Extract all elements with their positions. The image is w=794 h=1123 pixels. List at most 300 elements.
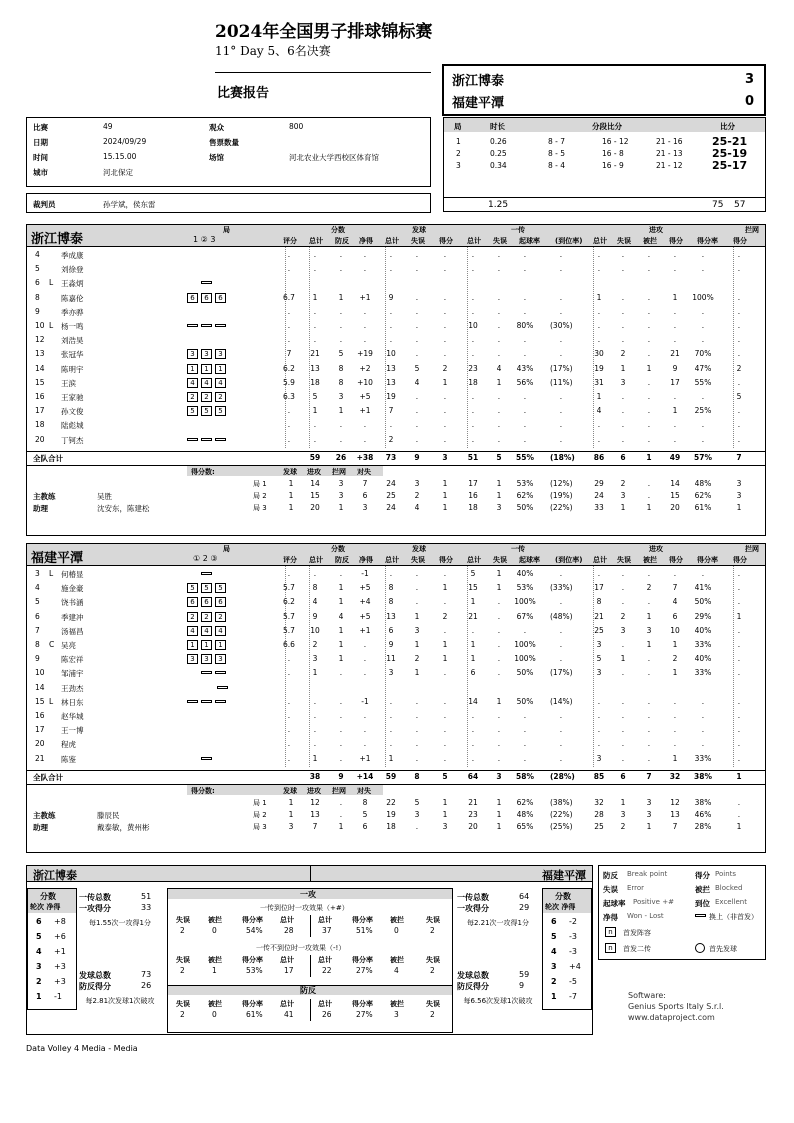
legend-bp: 防反 xyxy=(603,871,618,880)
stat-rt: 1 xyxy=(470,640,476,649)
stat-ab: 3 xyxy=(646,625,652,635)
by-set-se: . xyxy=(415,821,419,831)
serve-head: 发球 xyxy=(412,226,426,234)
stat-rt: 6 xyxy=(470,668,476,678)
referees-label: 裁判员 xyxy=(33,200,56,209)
stat-rx: . xyxy=(559,420,563,430)
stat-re: 1 xyxy=(496,583,502,593)
col-head-vote: 评分 xyxy=(283,556,297,564)
substitution-bar-icon xyxy=(187,438,198,441)
legend-blo-en: Blocked xyxy=(715,884,743,892)
substitution-bar-icon xyxy=(201,700,212,703)
stat-ab: . xyxy=(647,434,651,444)
stat-re: 1 xyxy=(496,569,502,578)
rotation-net: +3 xyxy=(54,962,66,971)
rotation-number: 5 xyxy=(551,932,557,941)
stat-re: . xyxy=(497,264,501,274)
rotation-net: -5 xyxy=(569,977,577,986)
stat-ap: 1 xyxy=(672,753,678,763)
stat-rx: . xyxy=(559,434,563,444)
rotation-number: 5 xyxy=(36,932,42,941)
col-head-s_err: 失误 xyxy=(411,556,425,564)
sideout-head: 失误 xyxy=(176,956,190,964)
by-set-block: 拦网 xyxy=(332,467,346,476)
stat-ae: . xyxy=(621,597,625,607)
stat-se: . xyxy=(415,264,419,274)
b-serve-label: 发球总数 xyxy=(457,971,489,980)
stat-bk: . xyxy=(737,753,741,763)
column-divider xyxy=(285,247,286,448)
by-set-rp: 50% xyxy=(516,502,534,512)
stat-pt: . xyxy=(313,696,317,706)
page-subtitle: 11° Day 5、6名决赛 xyxy=(215,44,331,58)
stat-vote: 6.3 xyxy=(283,392,295,401)
stat-pt: . xyxy=(313,335,317,345)
sideout-value: 26 xyxy=(322,1010,332,1019)
stat-at: 30 xyxy=(594,349,604,359)
by-set-rt: 20 xyxy=(468,821,478,831)
stat-wl: +10 xyxy=(357,377,373,387)
sideout-value: 41 xyxy=(284,1010,294,1019)
stat-ae: . xyxy=(621,739,625,749)
stat-bk: . xyxy=(737,654,741,664)
stat-rx: . xyxy=(559,250,563,259)
player-name: 程虎 xyxy=(61,740,76,750)
by-set-rt: 16 xyxy=(468,490,478,500)
starting-position-box: 6 xyxy=(215,597,226,607)
rot-b-sub: 轮次 净得 xyxy=(545,903,576,911)
substitution-bar-icon xyxy=(187,700,198,703)
sideout-value: 27% xyxy=(356,1010,373,1019)
sub-bar-icon xyxy=(695,914,706,917)
set-partial-3: 21 - 13 xyxy=(656,149,683,158)
stat-bp: 8 xyxy=(338,377,344,387)
rotation-number: 4 xyxy=(36,947,42,956)
stat-ae: 2 xyxy=(620,349,626,359)
rotation-number: 1 xyxy=(551,992,557,1001)
set-score: 25-17 xyxy=(712,159,748,172)
col-head-a_blo: 被拦 xyxy=(643,556,657,564)
by-set-st: 22 xyxy=(386,797,396,807)
rotation-net: +3 xyxy=(54,977,66,986)
spectators-label: 观众 xyxy=(209,123,224,132)
starting-position-box: 6 xyxy=(215,293,226,303)
starting-position-box: 2 xyxy=(187,612,198,622)
attack-head: 进攻 xyxy=(649,545,663,553)
stat-ap: . xyxy=(673,392,677,401)
col-head-vote: 评分 xyxy=(283,237,297,245)
b-att-value: 29 xyxy=(519,903,530,912)
stat-bk: . xyxy=(737,668,741,678)
rotation-number: 3 xyxy=(551,962,557,971)
b-att-label: 一攻得分 xyxy=(457,904,489,913)
stat-bp: . xyxy=(339,739,343,749)
stat-st: 11 xyxy=(386,654,396,664)
player-number: 18 xyxy=(35,420,45,430)
substitution-bar-icon xyxy=(201,572,212,575)
stat-ap: . xyxy=(673,335,677,345)
stat-rx: . xyxy=(559,711,563,720)
legend-sub: 换上（非首发） xyxy=(709,913,758,921)
stat-st: . xyxy=(389,264,393,274)
stat-bk: . xyxy=(737,292,741,302)
stat-ab: 1 xyxy=(646,611,652,621)
set-col-head: 局 xyxy=(223,226,230,234)
stat-bk: . xyxy=(737,625,741,635)
stat-st: 2 xyxy=(388,434,394,444)
by-set-ap: 15 xyxy=(670,490,680,500)
sideout-head: 失误 xyxy=(426,916,440,924)
stat-se: 5 xyxy=(414,363,420,373)
points-per-label: 得分数: xyxy=(191,467,215,476)
stat-rt: . xyxy=(471,434,475,444)
stat-re: 4 xyxy=(496,363,502,373)
b-ratio1: 每2.21次一攻得1分 xyxy=(466,919,530,927)
block-head: 拦网 xyxy=(745,226,759,234)
starting-position-box: 6 xyxy=(201,293,212,303)
by-set-sv: 3 xyxy=(288,821,294,831)
starter-square-icon: n xyxy=(605,927,616,937)
stat-bk: . xyxy=(737,434,741,444)
a-bp-label: 防反得分 xyxy=(79,982,111,991)
stat-se: . xyxy=(415,292,419,302)
stat-st: 19 xyxy=(386,392,396,401)
legend-err: 失误 xyxy=(603,885,618,894)
sideout-value: 0 xyxy=(212,1010,217,1019)
set-partial-1: 8 - 7 xyxy=(548,137,566,146)
stat-apc: . xyxy=(701,434,705,444)
team-total-label: 全队合计 xyxy=(33,772,63,782)
sets-h-dur: 时长 xyxy=(490,122,505,131)
col-head-a_pct: 得分率 xyxy=(697,556,718,564)
setter-square-icon: n xyxy=(605,943,616,953)
stat-se: . xyxy=(415,597,419,607)
starting-position-box: 4 xyxy=(215,378,226,388)
stat-ap: 10 xyxy=(670,625,680,635)
total-ab: 7 xyxy=(646,771,652,781)
stat-rt: 1 xyxy=(470,597,476,607)
attack-head: 进攻 xyxy=(649,226,663,234)
by-set-bk: 3 xyxy=(736,478,742,488)
points-head: 分数 xyxy=(331,226,345,234)
stat-st: 8 xyxy=(388,583,394,593)
stat-wl: +5 xyxy=(359,611,371,621)
stat-sp: 2 xyxy=(442,363,448,373)
column-divider xyxy=(733,566,734,767)
substitution-bar-icon xyxy=(215,324,226,327)
stat-vote: . xyxy=(287,711,291,720)
total-pt: 59 xyxy=(309,452,321,462)
starting-position-box: 1 xyxy=(201,640,212,650)
stat-sp: . xyxy=(443,335,447,345)
sets-h-score: 比分 xyxy=(720,122,735,131)
stat-se: . xyxy=(415,583,419,593)
col-head-r_exc: (到位率) xyxy=(555,237,583,245)
stat-ae: 1 xyxy=(620,363,626,373)
stat-at: 31 xyxy=(594,377,604,387)
sideout-head: 失误 xyxy=(426,956,440,964)
by-set-rt: 18 xyxy=(468,502,478,512)
by-set-se: 2 xyxy=(414,490,420,500)
stat-se: . xyxy=(415,321,419,330)
col-head-a_pts: 得分 xyxy=(669,237,683,245)
player-number: 5 xyxy=(35,597,40,607)
legend-pts: 得分 xyxy=(695,871,710,880)
by-set-rx: (12%) xyxy=(550,478,573,488)
stat-wl: . xyxy=(363,420,367,430)
col-head-a_pct: 得分率 xyxy=(697,237,718,245)
stat-re: . xyxy=(497,349,501,359)
rotation-number: 6 xyxy=(36,917,42,926)
column-divider xyxy=(385,566,386,767)
starting-position-box: 4 xyxy=(201,378,212,388)
col-head-r_tot: 总计 xyxy=(467,556,481,564)
by-set-re: 1 xyxy=(496,809,502,819)
stat-re: . xyxy=(497,392,501,401)
stat-ae: . xyxy=(621,392,625,401)
col-head-r_exc: (到位率) xyxy=(555,556,583,564)
stat-ap: 1 xyxy=(672,668,678,678)
set-duration: 0.34 xyxy=(490,161,507,170)
sideout-head: 被拦 xyxy=(208,1000,222,1008)
substitution-bar-icon xyxy=(201,671,212,674)
stat-ap: . xyxy=(673,434,677,444)
stat-sp: . xyxy=(443,625,447,635)
stat-rx: . xyxy=(559,335,563,345)
col-head-r_err: 失误 xyxy=(493,237,507,245)
column-divider xyxy=(309,247,310,448)
by-set-se: 4 xyxy=(414,502,420,512)
stat-vote: . xyxy=(287,434,291,444)
player-number: 16 xyxy=(35,392,45,401)
stat-ab: . xyxy=(647,420,651,430)
player-number: 20 xyxy=(35,739,45,749)
stat-at: . xyxy=(597,739,601,749)
by-set-apc: 48% xyxy=(694,478,712,488)
stat-rt: . xyxy=(471,349,475,359)
stat-st: . xyxy=(389,420,393,430)
rotation-net: +4 xyxy=(569,962,581,971)
stat-bp: . xyxy=(339,335,343,345)
stat-ae: . xyxy=(621,434,625,444)
by-set-sp: 1 xyxy=(442,490,448,500)
stat-st: 9 xyxy=(388,640,394,649)
total-rt: 64 xyxy=(467,771,479,781)
a-serve-label: 发球总数 xyxy=(79,971,111,980)
stat-ae: . xyxy=(621,321,625,330)
stat-vote: . xyxy=(287,321,291,330)
stat-bk: 1 xyxy=(736,611,742,621)
col-head-p_bp: 防反 xyxy=(335,237,349,245)
stat-sp: 1 xyxy=(442,640,448,649)
stat-bp: . xyxy=(339,696,343,706)
summary-header-div xyxy=(310,866,311,882)
match-label: 比赛 xyxy=(33,123,48,132)
stat-wl: +19 xyxy=(357,349,373,359)
stat-rx: . xyxy=(559,569,563,578)
stat-rx: (17%) xyxy=(550,363,573,373)
stat-at: . xyxy=(597,696,601,706)
stat-rt: . xyxy=(471,335,475,345)
stat-rt: 18 xyxy=(468,377,478,387)
by-set-ab: 3 xyxy=(646,809,652,819)
stat-se: . xyxy=(415,335,419,345)
legend-bp-en: Break point xyxy=(627,870,668,878)
stat-ae: . xyxy=(621,583,625,593)
stat-rt: 23 xyxy=(468,363,478,373)
by-set-at: 24 xyxy=(594,490,604,500)
sideout-value: 2 xyxy=(180,966,185,975)
stat-bk: . xyxy=(737,406,741,416)
starting-position-box: 4 xyxy=(215,626,226,636)
starting-position-box: 4 xyxy=(187,378,198,388)
by-set-bk: 1 xyxy=(338,502,344,512)
stat-apc: . xyxy=(701,739,705,749)
stat-re: . xyxy=(497,250,501,259)
sideout-head: 总计 xyxy=(280,1000,294,1008)
starting-position-box: 4 xyxy=(201,626,212,636)
stat-bk: . xyxy=(737,250,741,259)
sideout-head: 失误 xyxy=(426,1000,440,1008)
stat-ap: 4 xyxy=(672,597,678,607)
by-set-rp: 48% xyxy=(516,809,534,819)
rotation-number: 6 xyxy=(551,917,557,926)
stat-bp: . xyxy=(339,306,343,316)
stat-rx: . xyxy=(559,392,563,401)
by-set-ae: 1 xyxy=(620,502,626,512)
stat-apc: . xyxy=(701,264,705,274)
player-name: 陈宏祥 xyxy=(61,655,84,665)
total-divider xyxy=(27,451,765,452)
total-ap: 49 xyxy=(669,452,681,462)
stat-re: . xyxy=(497,654,501,664)
by-set-rp: 65% xyxy=(516,821,534,831)
stat-pt: 9 xyxy=(312,611,318,621)
stat-rp: . xyxy=(523,306,527,316)
stat-se: 1 xyxy=(414,668,420,678)
player-number: 9 xyxy=(35,306,40,316)
col-head-p_bp: 防反 xyxy=(335,556,349,564)
stat-st: . xyxy=(389,335,393,345)
by-set-rt: 17 xyxy=(468,478,478,488)
stat-rt: . xyxy=(471,753,475,763)
by-set-oe: 6 xyxy=(362,490,368,500)
stat-ab: 1 xyxy=(646,363,652,373)
player-name: 王一博 xyxy=(61,726,84,736)
by-set-rt: 21 xyxy=(468,797,478,807)
set-label: 局 2 xyxy=(253,810,267,819)
stat-wl: . xyxy=(363,264,367,274)
set-nums: ① 2 ③ xyxy=(193,554,218,563)
player-name: 季成康 xyxy=(61,251,84,260)
stat-rp: 100% xyxy=(514,597,536,607)
total-wl: +38 xyxy=(356,452,374,462)
stat-wl: +1 xyxy=(359,753,371,763)
by-set-oe: 5 xyxy=(362,809,368,819)
stat-vote: 5.7 xyxy=(283,611,295,621)
time-label: 时间 xyxy=(33,153,48,162)
col-head-p_wl: 净得 xyxy=(359,237,373,245)
software-url: www.dataproject.com xyxy=(628,1013,715,1022)
sideout-head: 得分率 xyxy=(242,1000,263,1008)
by-set-rt: 23 xyxy=(468,809,478,819)
stat-rx: (11%) xyxy=(550,377,573,387)
starting-position-box: 5 xyxy=(215,406,226,416)
stat-rp: . xyxy=(523,335,527,345)
stat-pt: 18 xyxy=(310,377,320,387)
stat-bk: . xyxy=(737,739,741,749)
total-apc: 57% xyxy=(694,452,712,462)
stat-at: . xyxy=(597,569,601,578)
stat-apc: . xyxy=(701,569,705,578)
stat-apc: . xyxy=(701,321,705,330)
by-set-apc: 61% xyxy=(694,502,712,512)
by-set-st: 24 xyxy=(386,502,396,512)
starting-position-box: 2 xyxy=(215,392,226,402)
referees-value: 孙学斌，侯东雷 xyxy=(103,200,156,209)
team-a-stats xyxy=(26,224,766,536)
by-set-apc: 46% xyxy=(694,809,712,819)
stat-wl: -1 xyxy=(361,696,369,706)
stat-bk: . xyxy=(737,321,741,330)
stat-st: . xyxy=(389,711,393,720)
stat-sp: . xyxy=(443,306,447,316)
stat-vote: . xyxy=(287,335,291,345)
player-number: 13 xyxy=(35,349,45,359)
stat-st: 13 xyxy=(386,363,396,373)
venue-label: 场馆 xyxy=(209,153,224,162)
stat-sp: . xyxy=(443,725,447,735)
stat-rp: 67% xyxy=(516,611,534,621)
stat-rp: . xyxy=(523,725,527,735)
stat-apc: 33% xyxy=(694,640,712,649)
stat-sp: . xyxy=(443,711,447,720)
player-name: 丁钶杰 xyxy=(61,435,84,445)
by-set-re: 1 xyxy=(496,490,502,500)
stat-se: . xyxy=(415,306,419,316)
player-name: 刘徐登 xyxy=(61,265,84,275)
player-number: 16 xyxy=(35,711,45,720)
stat-rt: . xyxy=(471,392,475,401)
by-set-st: 25 xyxy=(386,490,396,500)
stat-ab: . xyxy=(647,654,651,664)
stat-re: . xyxy=(497,611,501,621)
stat-ae: . xyxy=(621,264,625,274)
stat-ap: 1 xyxy=(672,406,678,416)
by-set-at: 33 xyxy=(594,502,604,512)
by-set-ab: 3 xyxy=(646,797,652,807)
time-value: 15.15.00 xyxy=(103,152,137,161)
starting-position-box: 5 xyxy=(201,406,212,416)
player-name: 季亦骅 xyxy=(61,307,84,317)
by-set-oe: 6 xyxy=(362,821,368,831)
stat-pt: . xyxy=(313,569,317,578)
stat-rx: . xyxy=(559,264,563,274)
sideout-value: 22 xyxy=(322,966,332,975)
stat-at: 4 xyxy=(596,406,602,416)
set-score: 25-19 xyxy=(712,147,748,160)
total-ae: 6 xyxy=(620,452,626,462)
team-a-sets: 3 xyxy=(744,72,754,87)
stat-se: . xyxy=(415,392,419,401)
sideout-value: 0 xyxy=(212,926,217,935)
stat-at: 1 xyxy=(596,292,602,302)
sideout-value: 2 xyxy=(430,966,435,975)
stat-apc: . xyxy=(701,420,705,430)
by-set-ap: 14 xyxy=(670,478,680,488)
by-set-rp: 62% xyxy=(516,490,534,500)
sideout-head: 被拦 xyxy=(208,956,222,964)
